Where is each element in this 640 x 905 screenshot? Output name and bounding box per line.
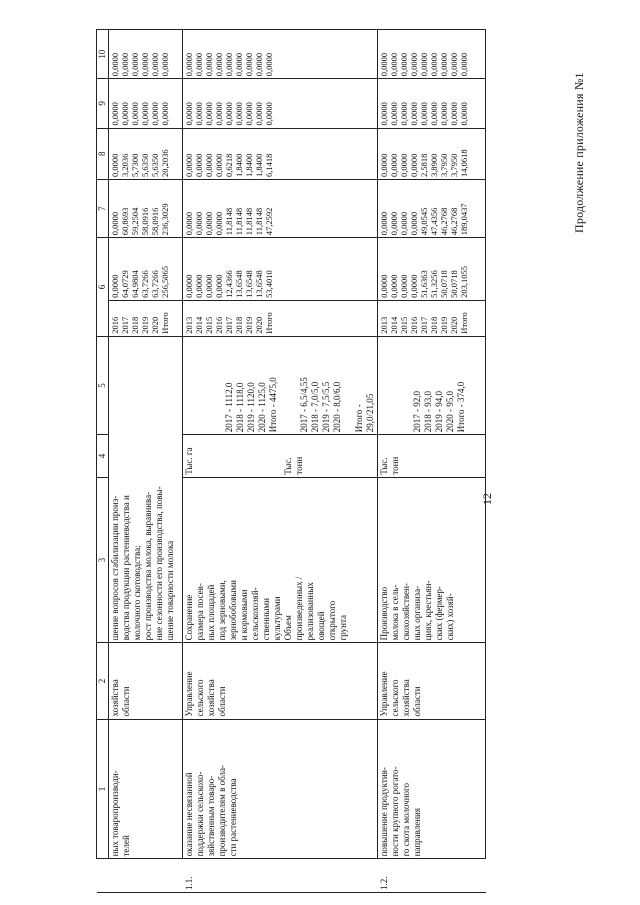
appendix-heading: Продолжение приложения №1	[572, 72, 586, 233]
header-cell: 9	[97, 79, 109, 128]
table-row	[183, 30, 378, 893]
header-cell: 4	[97, 435, 109, 478]
unit-label: Тыс. га	[184, 447, 194, 475]
years: 2013 2014 2015 2016 2017 2018 2019 2020 Итого	[378, 300, 486, 336]
header-cell: 1	[97, 719, 109, 859]
header-cell: 10	[97, 30, 109, 79]
target-values: 2017 - 6,5/4,55 2018 - 7,0/5,0 2019 - 7,5/5,5 2020 - 8,0/6,0 Итого - 29,0/21,05	[299, 377, 375, 433]
event-name: ных товаропроизводи- телей	[109, 719, 183, 859]
row-number: 1.2.	[378, 859, 486, 893]
value-col6: 0,0000 0,0000 0,0000 0,0000 51,6363 51,3256 50,0718 50,0718 203,1055	[378, 238, 486, 301]
header-cell: 6	[97, 238, 109, 336]
header-cell: 3	[97, 477, 109, 643]
value-col8: 0,0000 3,2036 5,7300 5,6350 5,6350 20,2036	[109, 128, 183, 179]
value-col7: 0,0000 60,8693 59,2504 58,0916 58,0916 236,3029	[109, 180, 183, 238]
target-values: 2017 - 1112,0 2018 - 1118,0 2019 - 1120,0 2020 - 1125,0 Итого - 4475,0	[224, 377, 278, 433]
years: 2013 2014 2015 2016 2017 2018 2019 2020 Итого	[183, 300, 378, 336]
value-col8: 0,0000 0,0000 0,0000 0,0000 2,5818 3,8900 3,7950 3,7950 14,0618	[378, 128, 486, 179]
responsible-executor: Управление сельского хозяйства области	[378, 643, 486, 719]
value-col10: 0,0000 0,0000 0,0000 0,0000 0,0000 0,0000 0,0000 0,0000 0,0000	[183, 30, 378, 79]
value-col9: 0,0000 0,0000 0,0000 0,0000 0,0000 0,0000	[109, 79, 183, 128]
indicator-name: Сохранение размера посев- ных площадей под зерновыми, зернобобовыми и кормовыми сельскохозяй- ственными культурами Объем произведенных / реализованных овощей открытого грунта	[183, 477, 378, 643]
header-row	[97, 30, 109, 893]
unit-cell	[183, 435, 378, 478]
event-name: повышение продуктив- ности крупного рогато- го скота молочного направления	[378, 719, 486, 859]
unit-label: Тыс. тонн	[283, 456, 304, 475]
value-col9: 0,0000 0,0000 0,0000 0,0000 0,0000 0,0000 0,0000 0,0000 0,0000	[378, 79, 486, 128]
header-cell: 5	[97, 336, 109, 435]
header-cell: 8	[97, 128, 109, 179]
unit-label: Тыс. тонн	[378, 435, 486, 478]
value-col10: 0,0000 0,0000 0,0000 0,0000 0,0000 0,0000 0,0000 0,0000 0,0000	[378, 30, 486, 79]
value-col7: 0,0000 0,0000 0,0000 0,0000 49,0545 47,4356 46,2768 46,2768 189,0437	[378, 180, 486, 238]
years: 2016 2017 2018 2019 2020 Итого	[109, 300, 183, 336]
header-cell-num	[97, 859, 109, 893]
value-col10: 0,0000 0,0000 0,0000 0,0000 0,0000 0,0000	[109, 30, 183, 79]
table-row	[109, 30, 183, 893]
responsible-executor: хозяйства области	[109, 643, 183, 719]
value-col8: 0,0000 0,0000 0,0000 0,0000 0,6218 1,8400 1,8400 1,8400 6,1418	[183, 128, 378, 179]
value-col7: 0,0000 0,0000 0,0000 0,0000 11,8148 11,8148 11,8148 11,8148 47,2592	[183, 180, 378, 238]
header-cell: 7	[97, 180, 109, 238]
event-name: оказание несвязанной поддержки сельскохо- зяйственным товаро- производителям в обла- сти растениеводства	[183, 719, 378, 859]
program-table	[96, 29, 486, 893]
row-number	[109, 859, 183, 893]
page-number: 12	[480, 493, 494, 505]
row-number: 1.1.	[183, 859, 378, 893]
expected-result: шение вопросов стабилизации произ- водства продукции растениеводства и молочного скотоводства; рост производства молока, выравнива- ние сезонности его производства, повы- шение товарности молока	[109, 336, 183, 643]
table-row	[378, 30, 486, 893]
value-col6: 0,0000 64,0729 64,9804 63,7266 63,7266 256,5065	[109, 238, 183, 301]
responsible-executor: Управление сельского хозяйства области	[183, 643, 378, 719]
indicator-name: Производство молока в сель- скохозяйствен- ных организа- циях, крестьян- ских (фермер- ских) хозяй-	[378, 477, 486, 643]
value-col6: 0,0000 0,0000 0,0000 0,0000 12,4366 13,6548 13,6548 13,6548 53,4010	[183, 238, 378, 301]
target-values: 2017 - 92,0 2018 - 93,0 2019 - 94,0 2020 - 95,0 Итого - 374,0	[378, 336, 486, 435]
header-cell: 2	[97, 643, 109, 719]
target-values-cell	[183, 336, 378, 435]
value-col9: 0,0000 0,0000 0,0000 0,0000 0,0000 0,0000 0,0000 0,0000 0,0000	[183, 79, 378, 128]
